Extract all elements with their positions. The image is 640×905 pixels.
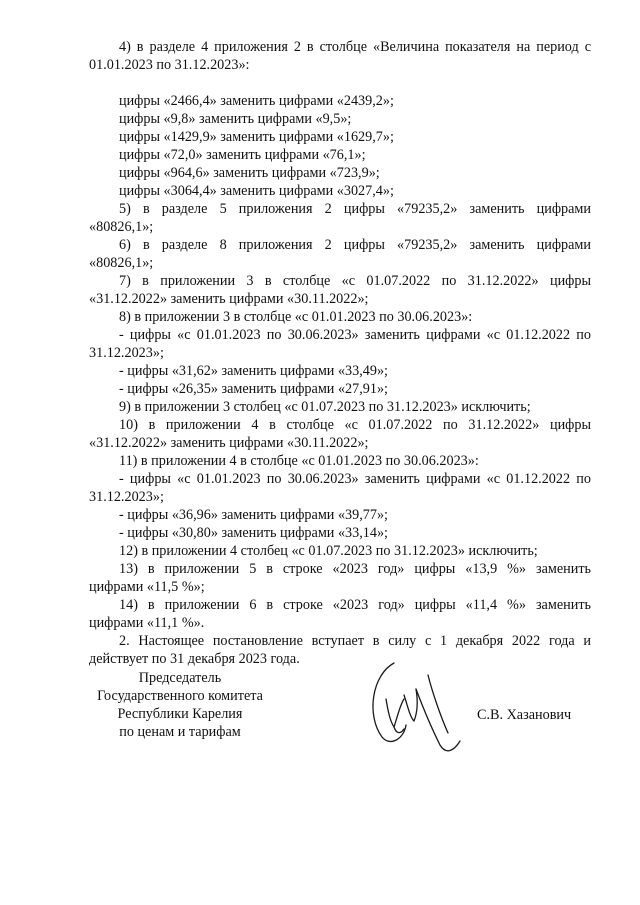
text-line: цифры «1429,9» заменить цифрами «1629,7»; [119,129,394,145]
signatory-title-line: Государственного комитета [97,688,263,704]
text-line: «31.12.2022» заменить цифрами «30.11.2022»; [89,435,369,451]
text-line: - цифры «с 01.01.2023 по 30.06.2023» заменить цифрами «с 01.12.2022 по [119,327,591,343]
signatory-title-line: Председатель [138,670,222,686]
text-line: - цифры «31,62» заменить цифрами «33,49»; [119,363,388,379]
text-line: «80826,1»; [89,219,154,235]
signatory-title-line: по ценам и тарифам [119,724,241,740]
signatory-title-line: Республики Карелия [117,706,243,722]
text-line: 9) в приложении 3 столбец «с 01.07.2023 по 31.12.2023» исключить; [119,399,531,415]
text-line: 31.12.2023»; [89,345,164,361]
text-line: цифры «72,0» заменить цифрами «76,1»; [119,147,366,163]
text-line: действует по 31 декабря 2023 года. [89,651,300,667]
text-line: цифры «3064,4» заменить цифрами «3027,4»; [119,183,394,199]
text-line: цифры «9,8» заменить цифрами «9,5»; [119,111,352,127]
signatory-title [80,669,280,741]
text-line: цифры «2466,4» заменить цифрами «2439,2»; [119,93,394,109]
text-line: 5) в разделе 5 приложения 2 цифры «79235,2» заменить цифрами [119,201,591,217]
text-line: 12) в приложении 4 столбец «с 01.07.2023 по 31.12.2023» исключить; [119,543,538,559]
text-line: - цифры «с 01.01.2023 по 30.06.2023» заменить цифрами «с 01.12.2022 по [119,471,591,487]
text-line: 31.12.2023»; [89,489,164,505]
text-line: 14) в приложении 6 в строке «2023 год» цифры «11,4 %» заменить [119,597,591,613]
text-line: 01.01.2023 по 31.12.2023»: [89,57,250,73]
text-line: 11) в приложении 4 в столбце «с 01.01.2023 по 30.06.2023»: [119,453,479,469]
text-line: цифрами «11,5 %»; [89,579,205,595]
text-line: 7) в приложении 3 в столбце «с 01.07.2022 по 31.12.2022» цифры [119,273,591,289]
handwritten-signature [360,655,470,765]
text-line: - цифры «30,80» заменить цифрами «33,14»; [119,525,388,541]
text-line: 13) в приложении 5 в строке «2023 год» цифры «13,9 %» заменить [119,561,591,577]
text-line: «80826,1»; [89,255,154,271]
text-line: цифрами «11,1 %». [89,615,205,631]
signatory-name: С.В. Хазанович [477,707,572,723]
text-line: «31.12.2022» заменить цифрами «30.11.2022»; [89,291,369,307]
text-line: 8) в приложении 3 в столбце «с 01.01.2023 по 30.06.2023»: [119,309,473,325]
text-line: 6) в разделе 8 приложения 2 цифры «79235,2» заменить цифрами [119,237,591,253]
text-line: цифры «964,6» заменить цифрами «723,9»; [119,165,380,181]
text-line: 2. Настоящее постановление вступает в силу с 1 декабря 2022 года и [119,633,591,649]
text-line: 4) в разделе 4 приложения 2 в столбце «Величина показателя на период с [119,39,591,55]
text-line: - цифры «26,35» заменить цифрами «27,91»; [119,381,388,397]
text-line: - цифры «36,96» заменить цифрами «39,77»; [119,507,388,523]
text-line: 10) в приложении 4 в столбце «с 01.07.2022 по 31.12.2022» цифры [119,417,591,433]
